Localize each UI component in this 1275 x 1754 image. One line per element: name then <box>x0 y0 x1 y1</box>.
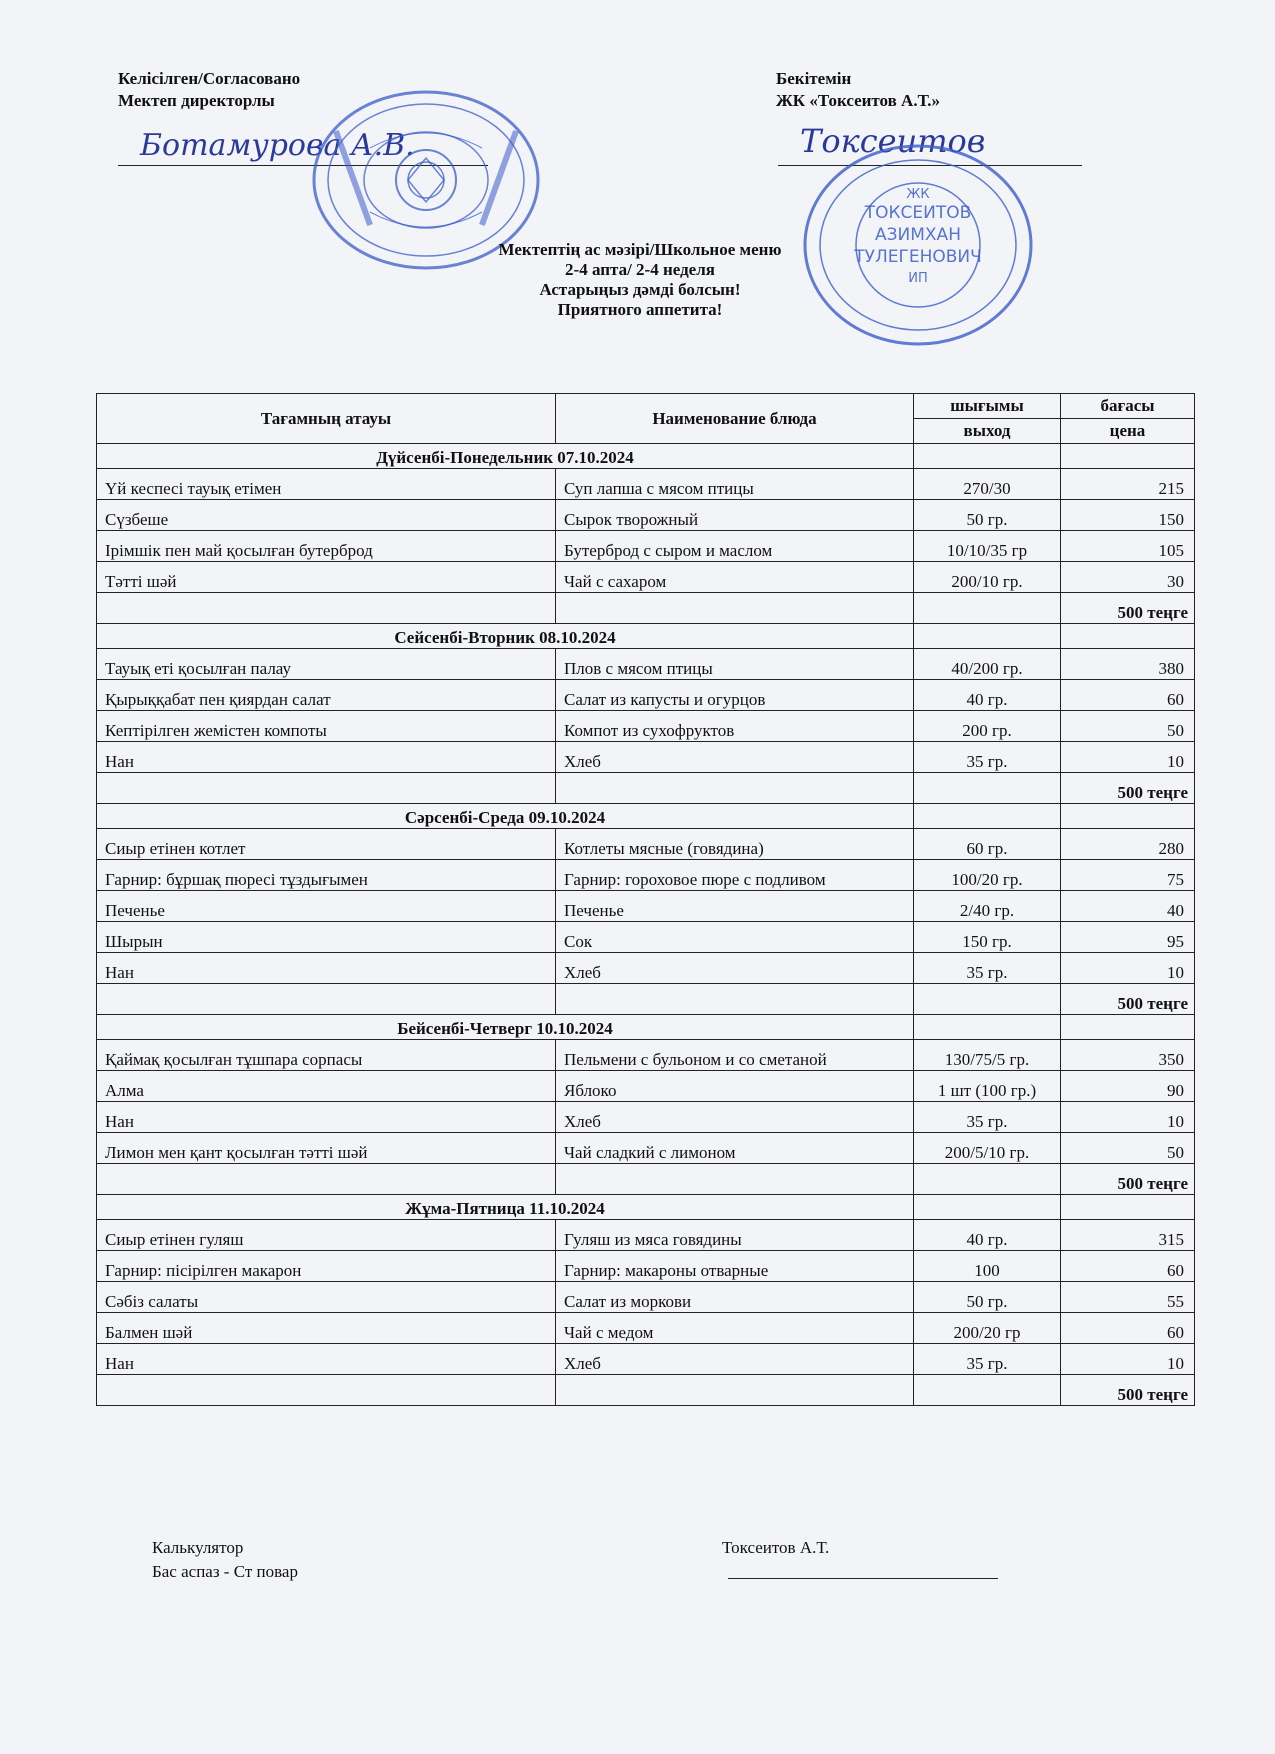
empty-cell <box>914 984 1061 1015</box>
menu-item-row <box>97 1220 1195 1251</box>
approve-label: Бекітемін <box>776 69 852 88</box>
empty-cell <box>914 1195 1061 1220</box>
menu-greeting-kz: Астарыңыз дәмді болсын! <box>539 280 741 299</box>
stamp-text-3: АЗИМХАН <box>875 225 961 245</box>
empty-cell <box>97 593 556 624</box>
stamp-text-4: ТУЛЕГЕНОВИЧ <box>854 247 982 267</box>
day-total-row <box>97 593 1195 624</box>
day-total-row <box>97 773 1195 804</box>
dish-name-ru: Салат из капусты и огурцов <box>556 680 914 711</box>
dish-name-ru: Яблоко <box>556 1071 914 1102</box>
dish-name-ru: Хлеб <box>556 953 914 984</box>
dish-name-kz: Нан <box>97 742 556 773</box>
dish-price: 75 <box>1061 860 1195 891</box>
menu-item-row <box>97 1102 1195 1133</box>
footer-signer-name: Токсеитов А.Т. <box>722 1538 830 1557</box>
menu-body <box>97 444 1195 1406</box>
dish-price: 10 <box>1061 953 1195 984</box>
dish-price: 50 <box>1061 1133 1195 1164</box>
dish-price: 60 <box>1061 1313 1195 1344</box>
dish-output: 40 гр. <box>914 680 1061 711</box>
footer-signature-line <box>728 1578 998 1579</box>
col-header-kz: Тағамның атауы <box>97 394 556 444</box>
dish-name-kz: Қаймақ қосылған тұшпара сорпасы <box>97 1040 556 1071</box>
dish-price: 150 <box>1061 500 1195 531</box>
dish-output: 100/20 гр. <box>914 860 1061 891</box>
menu-item-row <box>97 649 1195 680</box>
day-name: Дүйсенбі-Понедельник 07.10.2024 <box>97 444 914 469</box>
empty-cell <box>97 1164 556 1195</box>
menu-item-row <box>97 711 1195 742</box>
dish-name-ru: Пельмени с бульоном и со сметаной <box>556 1040 914 1071</box>
menu-item-row <box>97 1344 1195 1375</box>
dish-output: 40 гр. <box>914 1220 1061 1251</box>
dish-name-kz: Тәтті шәй <box>97 562 556 593</box>
menu-item-row <box>97 531 1195 562</box>
dish-output: 130/75/5 гр. <box>914 1040 1061 1071</box>
dish-output: 2/40 гр. <box>914 891 1061 922</box>
dish-name-ru: Салат из моркови <box>556 1282 914 1313</box>
dish-output: 35 гр. <box>914 953 1061 984</box>
empty-cell <box>1061 1195 1195 1220</box>
empty-cell <box>556 1375 914 1406</box>
menu-item-row <box>97 1251 1195 1282</box>
menu-item-row <box>97 680 1195 711</box>
col-header-output-ru: выход <box>914 419 1061 444</box>
menu-item-row <box>97 829 1195 860</box>
dish-price: 10 <box>1061 1102 1195 1133</box>
dish-price: 315 <box>1061 1220 1195 1251</box>
empty-cell <box>556 773 914 804</box>
menu-item-row <box>97 891 1195 922</box>
dish-name-ru: Плов с мясом птицы <box>556 649 914 680</box>
agreed-label: Келісілген/Согласовано <box>118 69 301 88</box>
empty-cell <box>1061 624 1195 649</box>
dish-name-ru: Сок <box>556 922 914 953</box>
day-name: Бейсенбі-Четверг 10.10.2024 <box>97 1015 914 1040</box>
calculator-label: Калькулятор <box>152 1538 244 1557</box>
dish-name-ru: Чай с медом <box>556 1313 914 1344</box>
col-header-output-kz: шығымы <box>914 394 1061 419</box>
dish-name-ru: Котлеты мясные (говядина) <box>556 829 914 860</box>
dish-price: 40 <box>1061 891 1195 922</box>
dish-output: 35 гр. <box>914 742 1061 773</box>
menu-item-row <box>97 742 1195 773</box>
dish-output: 35 гр. <box>914 1102 1061 1133</box>
menu-item-row <box>97 953 1195 984</box>
menu-item-row <box>97 1071 1195 1102</box>
dish-price: 105 <box>1061 531 1195 562</box>
dish-price: 95 <box>1061 922 1195 953</box>
dish-name-kz: Кептірілген жемістен компоты <box>97 711 556 742</box>
dish-name-kz: Алма <box>97 1071 556 1102</box>
day-total: 500 теңге <box>1061 1375 1195 1406</box>
dish-output: 40/200 гр. <box>914 649 1061 680</box>
footer-left <box>152 1536 298 1584</box>
empty-cell <box>556 1164 914 1195</box>
dish-name-ru: Сырок творожный <box>556 500 914 531</box>
school-director-label: Мектеп директорлы <box>118 91 275 110</box>
dish-price: 380 <box>1061 649 1195 680</box>
dish-output: 60 гр. <box>914 829 1061 860</box>
dish-price: 50 <box>1061 711 1195 742</box>
dish-name-ru: Хлеб <box>556 742 914 773</box>
dish-price: 55 <box>1061 1282 1195 1313</box>
dish-output: 35 гр. <box>914 1344 1061 1375</box>
dish-name-ru: Печенье <box>556 891 914 922</box>
day-total-row <box>97 1375 1195 1406</box>
day-header-row <box>97 804 1195 829</box>
dish-name-ru: Хлеб <box>556 1344 914 1375</box>
footer-right <box>722 1536 829 1560</box>
dish-name-ru: Компот из сухофруктов <box>556 711 914 742</box>
dish-name-kz: Тауық еті қосылған палау <box>97 649 556 680</box>
approval-block-right <box>776 68 940 112</box>
day-header-row <box>97 444 1195 469</box>
empty-cell <box>914 1015 1061 1040</box>
menu-item-row <box>97 1040 1195 1071</box>
empty-cell <box>1061 804 1195 829</box>
entrepreneur-label: ЖК «Токсеитов А.Т.» <box>776 91 940 110</box>
dish-name-kz: Нан <box>97 953 556 984</box>
empty-cell <box>1061 1015 1195 1040</box>
dish-price: 10 <box>1061 742 1195 773</box>
menu-item-row <box>97 1282 1195 1313</box>
dish-name-kz: Печенье <box>97 891 556 922</box>
dish-name-kz: Қырыққабат пен қиярдан салат <box>97 680 556 711</box>
director-signature: Ботамурова А.В. <box>140 128 415 163</box>
dish-output: 200/10 гр. <box>914 562 1061 593</box>
dish-output: 270/30 <box>914 469 1061 500</box>
menu-item-row <box>97 562 1195 593</box>
dish-name-ru: Чай сладкий с лимоном <box>556 1133 914 1164</box>
dish-price: 90 <box>1061 1071 1195 1102</box>
dish-name-kz: Нан <box>97 1344 556 1375</box>
dish-output: 50 гр. <box>914 1282 1061 1313</box>
dish-name-kz: Үй кеспесі тауық етімен <box>97 469 556 500</box>
menu-item-row <box>97 500 1195 531</box>
dish-name-ru: Гарнир: гороховое пюре с подливом <box>556 860 914 891</box>
dish-output: 200/20 гр <box>914 1313 1061 1344</box>
dish-name-kz: Гарнир: бұршақ пюресі тұздығымен <box>97 860 556 891</box>
head-cook-label: Бас аспаз - Ст повар <box>152 1562 298 1581</box>
empty-cell <box>914 444 1061 469</box>
empty-cell <box>914 804 1061 829</box>
approver-signature: Токсеитов <box>800 122 986 160</box>
dish-price: 215 <box>1061 469 1195 500</box>
dish-name-kz: Шырын <box>97 922 556 953</box>
dish-name-kz: Сиыр етінен котлет <box>97 829 556 860</box>
dish-name-ru: Бутерброд с сыром и маслом <box>556 531 914 562</box>
empty-cell <box>97 1375 556 1406</box>
dish-output: 150 гр. <box>914 922 1061 953</box>
menu-title-block <box>330 240 950 320</box>
empty-cell <box>914 1375 1061 1406</box>
day-total: 500 теңге <box>1061 773 1195 804</box>
menu-item-row <box>97 469 1195 500</box>
menu-item-row <box>97 860 1195 891</box>
empty-cell <box>914 1164 1061 1195</box>
day-total-row <box>97 1164 1195 1195</box>
dish-price: 350 <box>1061 1040 1195 1071</box>
approval-block-left <box>118 68 300 112</box>
menu-item-row <box>97 922 1195 953</box>
dish-price: 60 <box>1061 680 1195 711</box>
day-header-row <box>97 1015 1195 1040</box>
empty-cell <box>556 984 914 1015</box>
day-name: Сейсенбі-Вторник 08.10.2024 <box>97 624 914 649</box>
menu-table <box>96 393 1195 1406</box>
dish-name-kz: Лимон мен қант қосылған тәтті шәй <box>97 1133 556 1164</box>
dish-name-kz: Нан <box>97 1102 556 1133</box>
dish-name-kz: Гарнир: пісірілген макарон <box>97 1251 556 1282</box>
empty-cell <box>914 773 1061 804</box>
stamp-text-2: ТОКСЕИТОВ <box>864 203 972 223</box>
dish-name-ru: Чай с сахаром <box>556 562 914 593</box>
dish-name-ru: Хлеб <box>556 1102 914 1133</box>
day-total: 500 теңге <box>1061 984 1195 1015</box>
menu-title: Мектептің ас мәзірі/Школьное меню <box>498 240 782 259</box>
day-header-row <box>97 1195 1195 1220</box>
dish-name-kz: Сәбіз салаты <box>97 1282 556 1313</box>
dish-output: 200/5/10 гр. <box>914 1133 1061 1164</box>
empty-cell <box>914 624 1061 649</box>
day-total-row <box>97 984 1195 1015</box>
dish-price: 280 <box>1061 829 1195 860</box>
menu-item-row <box>97 1313 1195 1344</box>
day-name: Жұма-Пятница 11.10.2024 <box>97 1195 914 1220</box>
menu-week: 2-4 апта/ 2-4 неделя <box>565 260 715 279</box>
col-header-price-kz: бағасы <box>1061 394 1195 419</box>
dish-price: 60 <box>1061 1251 1195 1282</box>
dish-output: 1 шт (100 гр.) <box>914 1071 1061 1102</box>
empty-cell <box>97 984 556 1015</box>
menu-greeting-ru: Приятного аппетита! <box>557 300 723 319</box>
dish-name-kz: Балмен шәй <box>97 1313 556 1344</box>
stamp-text-1: ЖК <box>906 187 930 202</box>
day-total: 500 теңге <box>1061 593 1195 624</box>
menu-item-row <box>97 1133 1195 1164</box>
day-total: 500 теңге <box>1061 1164 1195 1195</box>
day-header-row <box>97 624 1195 649</box>
dish-name-kz: Сүзбеше <box>97 500 556 531</box>
stamp-text-5: ИП <box>908 271 928 286</box>
dish-name-ru: Суп лапша с мясом птицы <box>556 469 914 500</box>
empty-cell <box>556 593 914 624</box>
empty-cell <box>97 773 556 804</box>
dish-name-kz: Ірімшік пен май қосылған бутерброд <box>97 531 556 562</box>
dish-price: 10 <box>1061 1344 1195 1375</box>
empty-cell <box>914 593 1061 624</box>
col-header-ru: Наименование блюда <box>556 394 914 444</box>
dish-output: 200 гр. <box>914 711 1061 742</box>
dish-name-kz: Сиыр етінен гуляш <box>97 1220 556 1251</box>
dish-output: 50 гр. <box>914 500 1061 531</box>
dish-output: 100 <box>914 1251 1061 1282</box>
dish-output: 10/10/35 гр <box>914 531 1061 562</box>
day-name: Сәрсенбі-Среда 09.10.2024 <box>97 804 914 829</box>
empty-cell <box>1061 444 1195 469</box>
dish-name-ru: Гарнир: макароны отварные <box>556 1251 914 1282</box>
col-header-price-ru: цена <box>1061 419 1195 444</box>
dish-name-ru: Гуляш из мяса говядины <box>556 1220 914 1251</box>
dish-price: 30 <box>1061 562 1195 593</box>
